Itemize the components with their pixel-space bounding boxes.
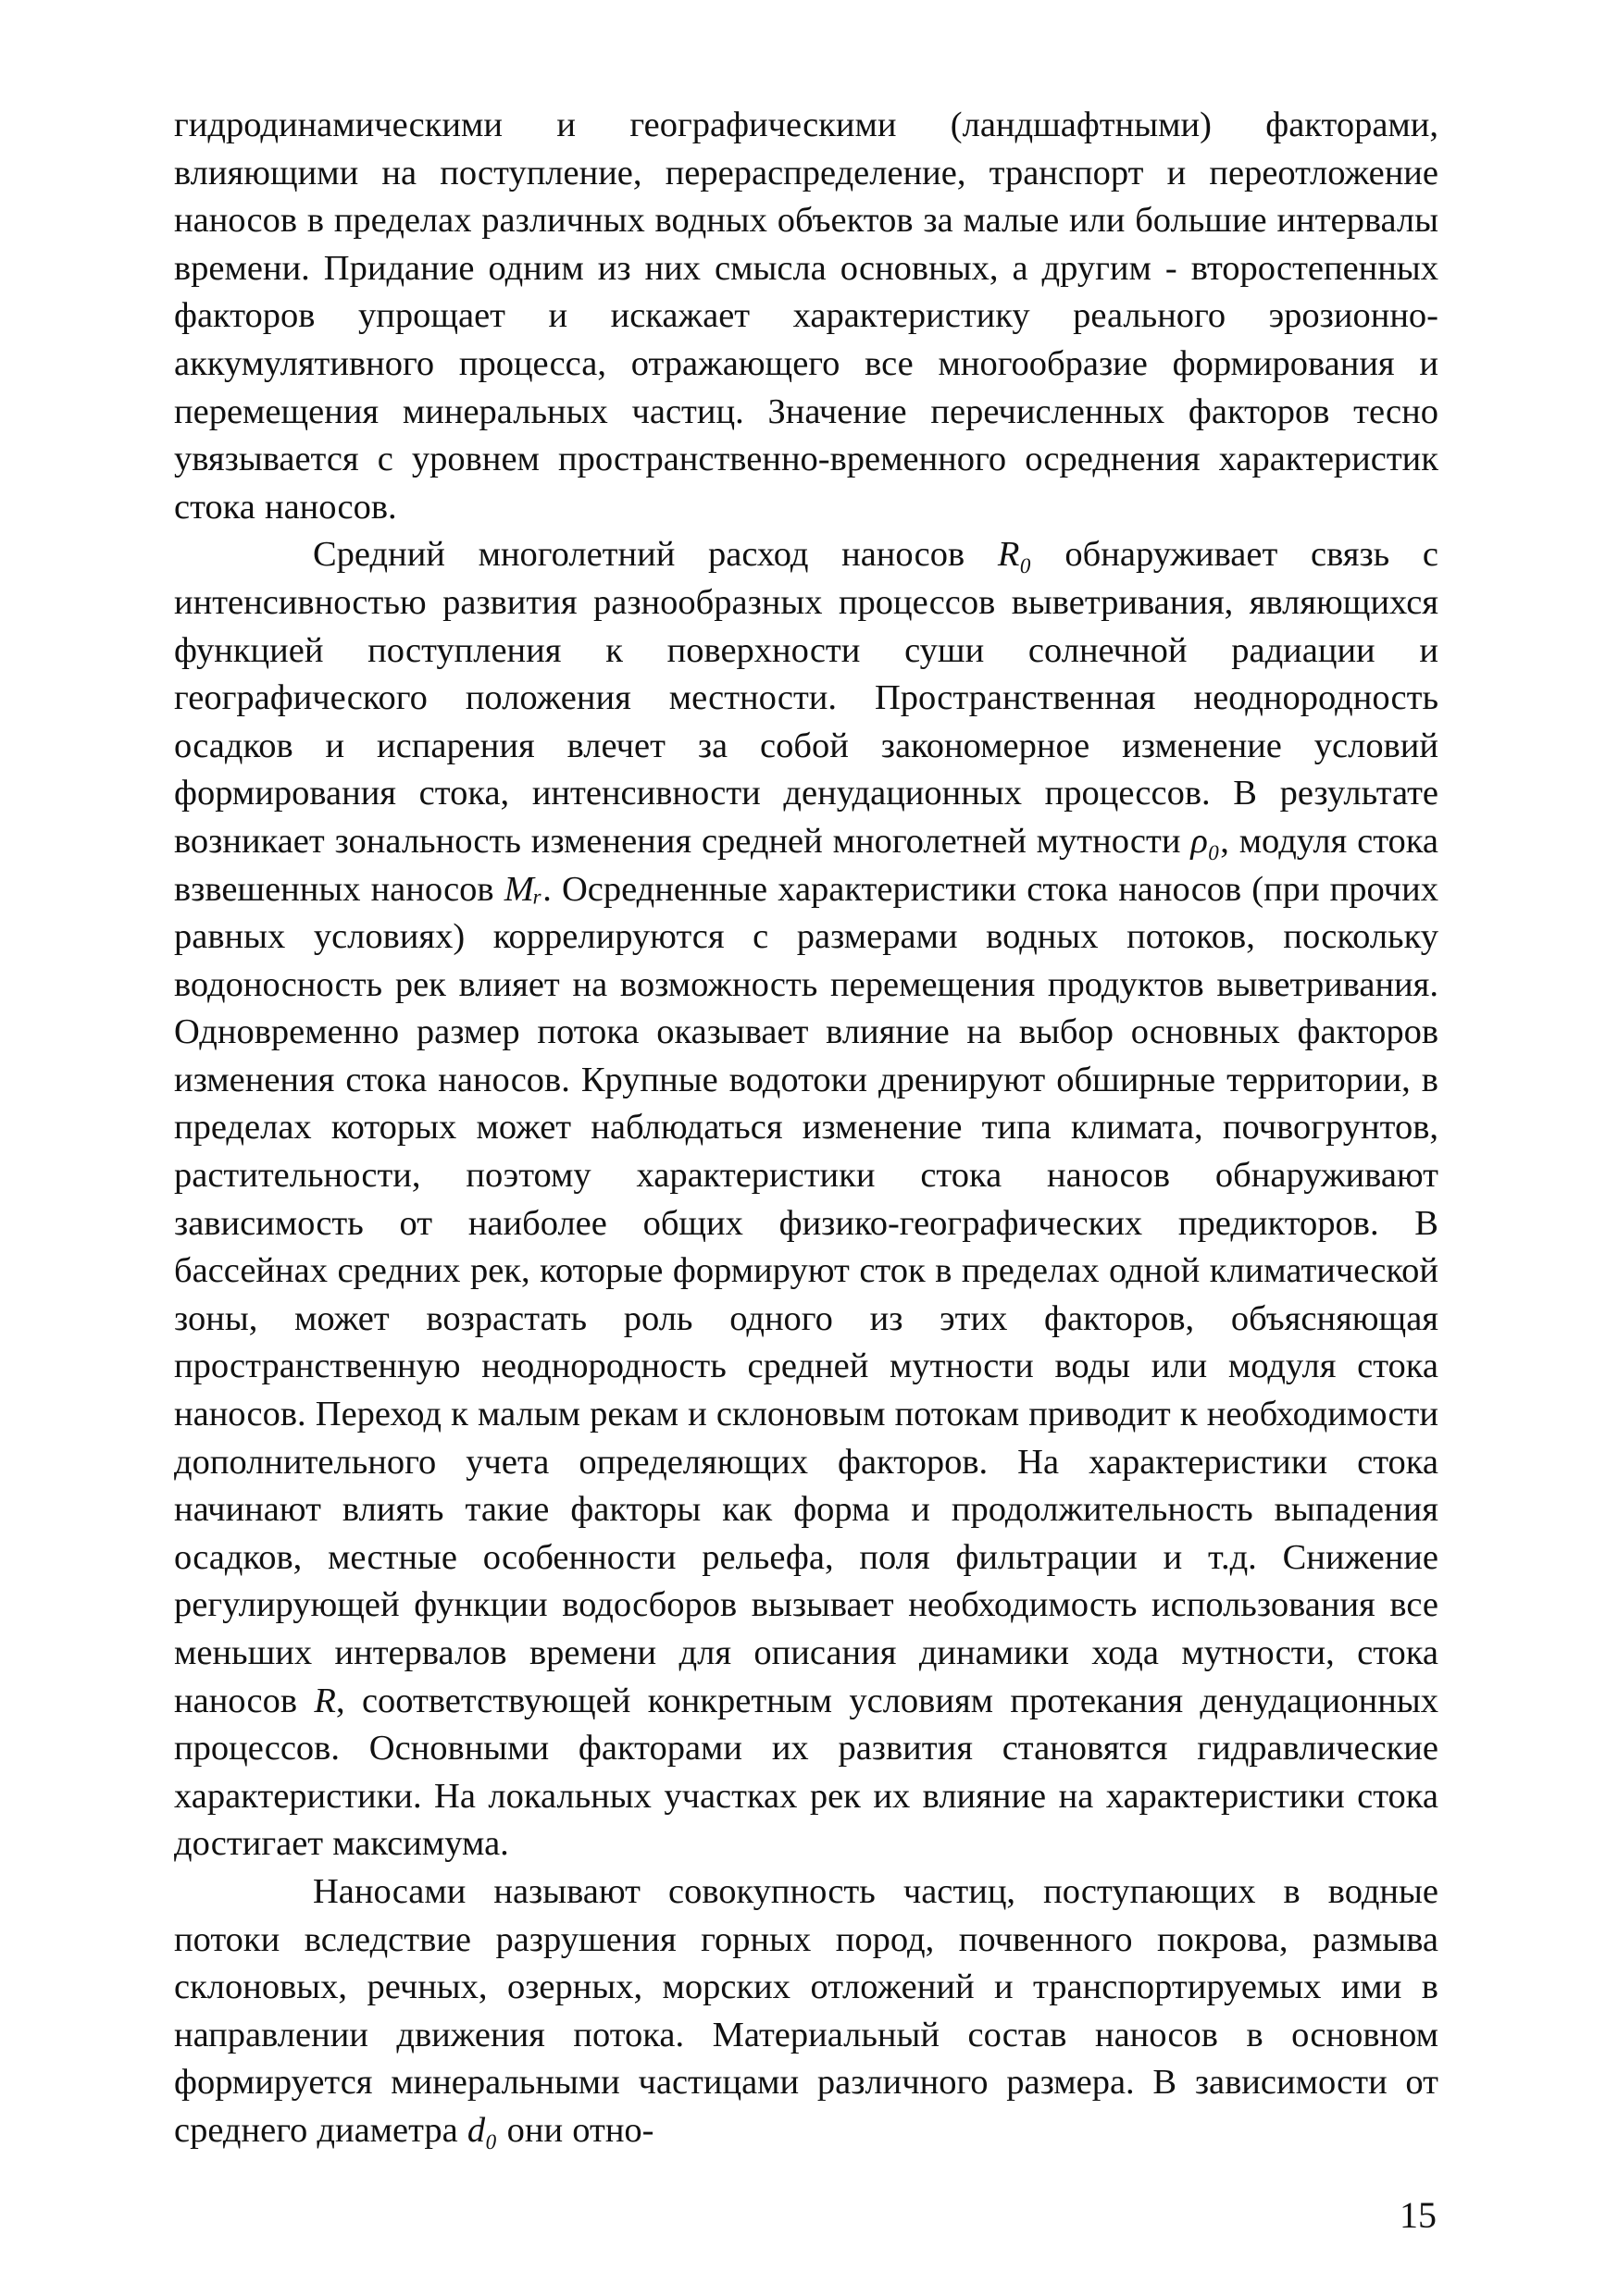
paragraph-3-text-2: они отно- [497,2110,654,2150]
page-number: 15 [1400,2194,1437,2236]
paragraph-1 [174,102,1438,531]
paragraph-2 [174,531,1438,1868]
paragraph-1-text: гидродинамическими и географическими (ландшафтными) факторами, влияющими на поступление, перераспределение, транспорт и переотложение наносов в пределах различных водных объектов за малые или большие интервалы времени. Придание одним из них смысла основных, а другим - второстепенных факторов упрощает и искажает характеристику реального эрозионно-аккумулятивного процесса, отражающего все многообразие формирования и перемещения минеральных частиц. Значение перечисленных факторов тесно увязывается с уровнем пространственно-временного осреднения характеристик стока наносов. [174,105,1438,527]
symbol-R: R [314,1681,336,1720]
symbol-R0: R₀ [997,535,1032,575]
paragraph-2-text-1: Средний многолетний расход наносов [313,535,998,575]
symbol-MR: Mᵣ [504,869,543,909]
body-text [174,102,1438,2155]
paragraph-2-text-4: . Осредненные характеристики стока наносов (при прочих равных условиях) коррелируются с размерами водных потоков, поскольку водоносность рек влияет на возможность перемещения продуктов выветривания. Одновременно размер потока оказывает влияние на выбор основных факторов изменения стока наносов. Крупные водотоки дренируют обширные территории, в пределах которых может наблюдаться изменение типа климата, почвогрунтов, растительности, поэтому характеристики стока наносов обнаруживают зависимость от наиболее общих физико-географических предикторов. В бассейнах средних рек, которые формируют сток в пределах одной климатической зоны, может возрастать роль одного из этих факторов, объясняющая пространственную неоднородность средней мутности воды или модуля стока наносов. Переход к малым рекам и склоновым потокам приводит к необходимости дополнительного учета определяющих факторов. На характеристики стока начинают влиять такие факторы как форма и продолжительность выпадения осадков, местные особенности рельефа, поля фильтрации и т.д. Снижение регулирующей функции водосборов вызывает необходимость использования все меньших интервалов времени для описания динамики хода мутности, стока наносов [174,869,1438,1720]
symbol-d0: d₀ [467,2110,498,2150]
paragraph-2-text-2: обнаруживает связь с интенсивностью развития разнообразных процессов выветривания, являющихся функцией поступления к поверхности суши солнечной радиации и географического положения местности. Пространственная неоднородность осадков и испарения влечет за собой закономерное изменение условий формирования стока, интенсивности денудационных процессов. В результате возникает зональность изменения средней многолетней мутности [174,535,1438,861]
paragraph-2-text-3: , модуля стока взвешенных наносов [174,821,1438,909]
paragraph-3 [174,1868,1438,2155]
paragraph-2-text-5: , соответствующей конкретным условиям протекания денудационных процессов. Основными факторами их развития становятся гидравлические характеристики. На локальных участках рек их влияние на характеристики стока достигает максимума. [174,1681,1438,1864]
symbol-rho0: ρ₀ [1190,821,1221,861]
paragraph-3-text-1: Наносами называют совокупность частиц, поступающих в водные потоки вследствие разрушения горных пород, почвенного покрова, размыва склоновых, речных, озерных, морских отложений и транспортируемых ими в направлении движения потока. Материальный состав наносов в основном формируется минеральными частицами различного размера. В зависимости от среднего диаметра [174,1871,1438,2150]
